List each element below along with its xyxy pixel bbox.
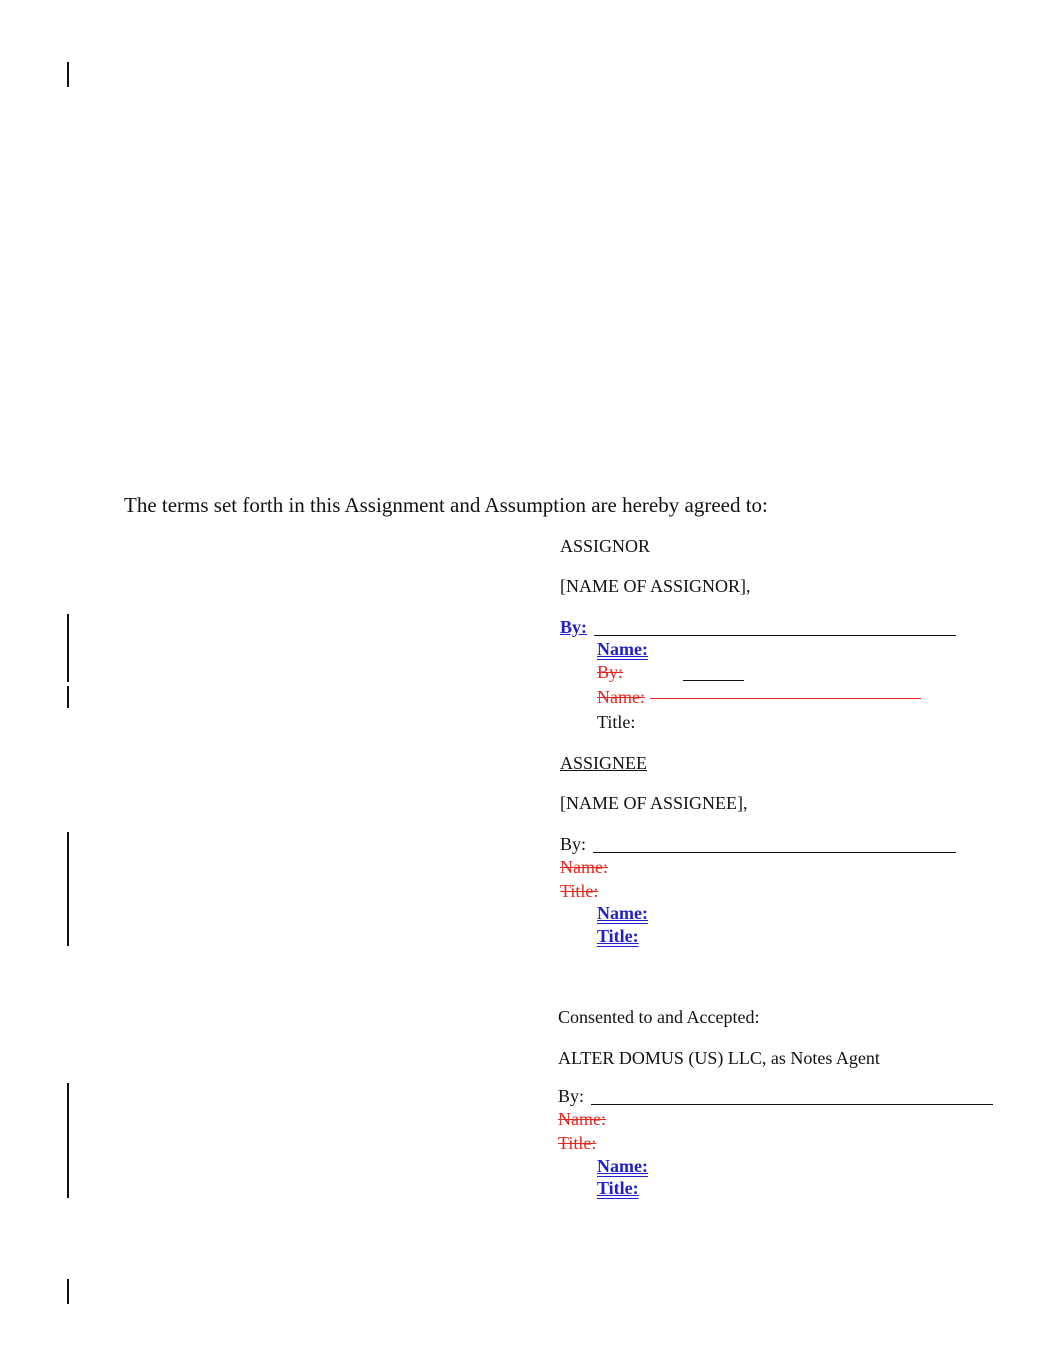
consent-name-inserted: Name: xyxy=(597,1156,648,1176)
assignee-name-inserted: Name: xyxy=(597,903,648,923)
change-bar xyxy=(67,1279,69,1304)
consent-heading: Consented to and Accepted: xyxy=(558,1007,760,1027)
consent-by: By: xyxy=(558,1086,585,1106)
assignee-by: By: xyxy=(560,834,587,854)
assignor-signature-line xyxy=(594,635,956,636)
consent-signature-line xyxy=(591,1104,993,1105)
notes-agent-name: ALTER DOMUS (US) LLC, as Notes Agent xyxy=(558,1048,880,1068)
change-bar xyxy=(67,614,69,682)
assignee-name-placeholder: [NAME OF ASSIGNEE], xyxy=(560,793,748,813)
assignee-title-inserted: Title: xyxy=(597,926,639,946)
assignor-by-deleted: By: xyxy=(597,662,624,682)
assignor-deleted-short-line xyxy=(683,680,744,681)
assignor-deleted-name-line xyxy=(650,698,921,699)
change-bar xyxy=(67,1083,69,1198)
change-bar xyxy=(67,686,69,708)
assignor-name-placeholder: [NAME OF ASSIGNOR], xyxy=(560,576,751,596)
consent-title-inserted: Title: xyxy=(597,1178,639,1198)
assignor-title: Title: xyxy=(597,712,636,732)
consent-title-deleted: Title: xyxy=(558,1133,597,1153)
assignee-name-deleted: Name: xyxy=(560,857,608,877)
consent-name-deleted: Name: xyxy=(558,1109,606,1129)
agreement-intro: The terms set forth in this Assignment and Assumption are hereby agreed to: xyxy=(124,493,768,517)
assignor-heading: ASSIGNOR xyxy=(560,536,651,556)
assignor-name-deleted: Name: xyxy=(597,687,645,707)
assignee-signature-line xyxy=(593,852,956,853)
assignor-by-inserted: By: xyxy=(560,617,587,637)
change-bar xyxy=(67,62,69,87)
change-bar xyxy=(67,832,69,946)
assignee-title-deleted: Title: xyxy=(560,881,599,901)
assignor-name-inserted: Name: xyxy=(597,639,648,659)
assignee-heading: ASSIGNEE xyxy=(560,753,648,773)
